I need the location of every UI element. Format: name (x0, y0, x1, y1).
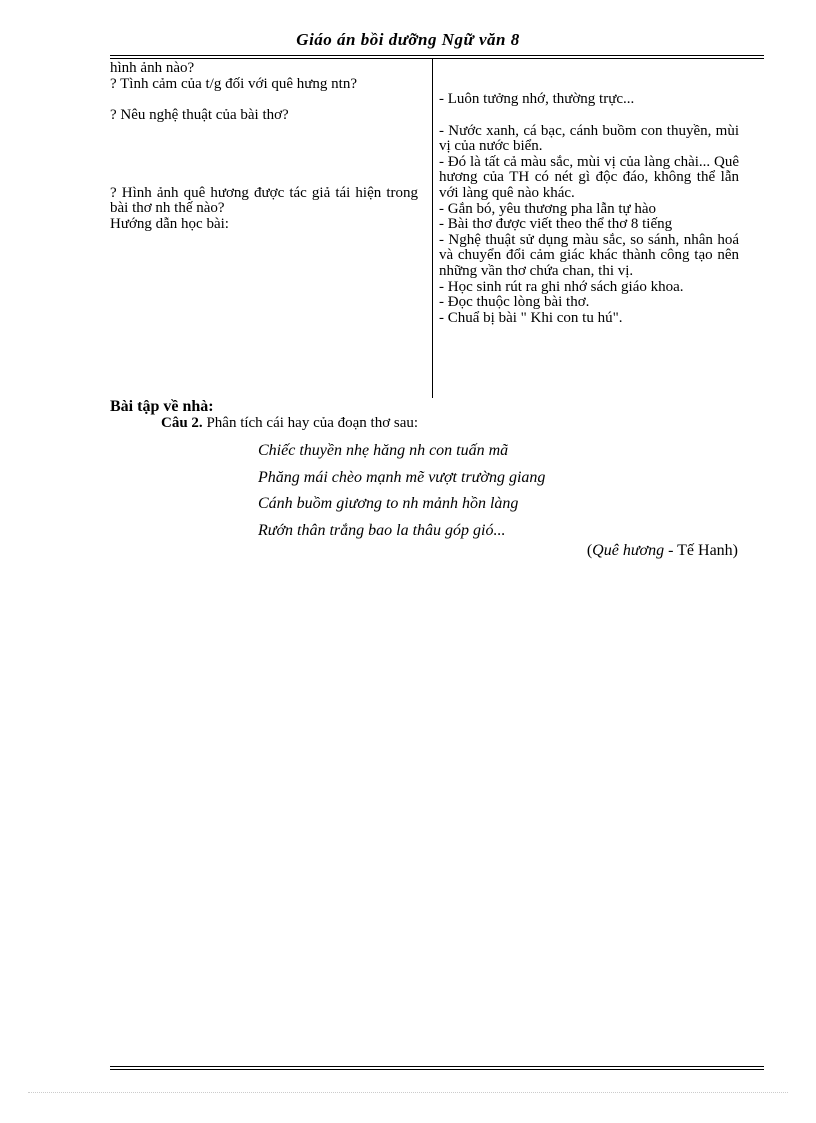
table-left-column (110, 61, 418, 233)
right-cell-text: - Nước xanh, cá bạc, cánh buồm con thuyền, mùi vị của nước biển. (439, 122, 739, 155)
poem-excerpt (258, 440, 545, 546)
right-cell-text: - Bài thơ được viết theo thể thơ 8 tiếng (439, 216, 673, 233)
table-right-column (439, 61, 739, 326)
footer-rule-top (110, 1066, 764, 1067)
right-cell-text: - Chuẩ bị bài " Khi con tu hú". (439, 309, 623, 326)
left-cell-text: ? Tình cảm của t/g đối với quê hưng ntn? (110, 75, 357, 92)
page-header-title: Giáo án bồi dưỡng Ngữ văn 8 (296, 30, 520, 49)
citation-title: Quê hương (592, 542, 665, 559)
question-text: Phân tích cái hay của đoạn thơ sau: (202, 415, 419, 431)
homework-question (110, 415, 750, 431)
left-cell-text: Hướng dẫn học bài: (110, 215, 229, 232)
poem-line: Rướn thân trắng bao la thâu góp gió... (258, 521, 506, 539)
question-label: Câu 2. (161, 415, 203, 431)
page-edge-dots (28, 1092, 788, 1093)
left-cell-text: ? Nêu nghệ thuật của bài thơ? (110, 107, 289, 124)
footer-rule-bottom (110, 1069, 764, 1070)
right-cell-text: - Đọc thuộc lòng bài thơ. (439, 294, 590, 311)
poem-line: Cánh buồm giương to nh mảnh hồn làng (258, 495, 519, 512)
poem-line: Phăng mái chèo mạnh mẽ vượt trường giang (258, 468, 546, 486)
header-rule-bottom (110, 58, 764, 59)
left-cell-text: hình ảnh nào? (110, 60, 195, 76)
right-cell-text: - Gắn bó, yêu thương pha lẫn tự hào (439, 200, 657, 217)
right-cell-text: - Đó là tất cả màu sắc, mùi vị của làng chài... Quê hương của TH có nét gì độc đáo, không thể lẫn với làng quê nào khác. (439, 153, 739, 201)
header-rule-top (110, 55, 764, 56)
citation-author: - Tế Hanh) (664, 542, 738, 559)
homework-section (110, 399, 750, 431)
right-cell-text: - Luôn tưởng nhớ, thường trực... (439, 91, 635, 107)
table-divider (432, 58, 433, 398)
poem-citation: (Quê hương - Tế Hanh) (586, 542, 738, 559)
right-cell-text: - Nghệ thuật sử dụng màu sắc, so sánh, nhân hoá và chuyển đổi cảm giác khác thành công tạo nên những vần thơ chứa chan, thi vị. (439, 231, 739, 279)
poem-line: Chiếc thuyền nhẹ hăng nh con tuấn mã (258, 442, 509, 459)
left-cell-text: ? Hình ảnh quê hương được tác giả tái hiện trong bài thơ nh thế nào? (110, 184, 418, 217)
right-cell-text: - Học sinh rút ra ghi nhớ sách giáo khoa. (439, 278, 684, 295)
homework-title: Bài tập về nhà: (110, 398, 214, 415)
